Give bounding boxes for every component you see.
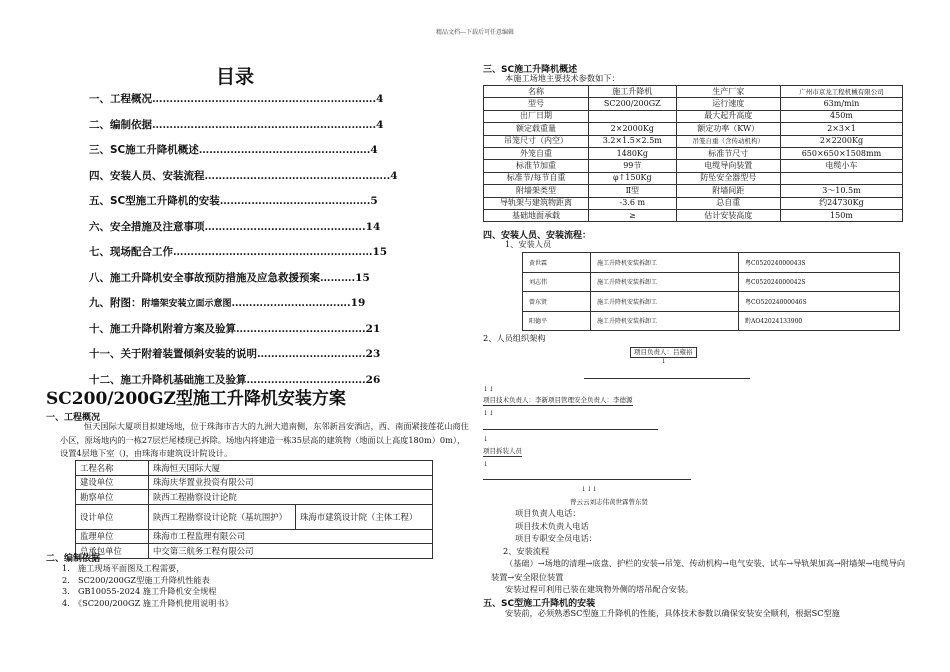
table-cell: 设计单位 bbox=[76, 504, 149, 529]
table-cell bbox=[780, 172, 902, 184]
divider bbox=[483, 429, 658, 430]
toc-item-label: 十、施工升降机附着方案及验算 bbox=[89, 322, 236, 335]
org-subheading: 2、人员组织架构 bbox=[483, 333, 546, 343]
toc-page-number: .23 bbox=[362, 348, 381, 360]
table-cell: 吊笼自重（含传动机构） bbox=[676, 135, 780, 147]
table-cell: 施工升降机安装拆卸工 bbox=[591, 311, 739, 331]
table-cell: 63m/min bbox=[780, 98, 902, 110]
table-cell: 标准节加重 bbox=[484, 160, 589, 172]
table-row bbox=[523, 272, 900, 292]
table-cell: 珠海市工程监理有限公司 bbox=[149, 529, 433, 544]
toc-dots: ………………………………………………… bbox=[173, 246, 373, 258]
reference-list bbox=[62, 563, 233, 609]
table-cell: 中交第三航务工程有限公司 bbox=[149, 544, 433, 559]
toc-dots: ………………………………………… bbox=[198, 144, 367, 156]
table-cell: 约24730Kg bbox=[780, 197, 902, 209]
toc-page-number: ..4 bbox=[383, 169, 398, 182]
arrow-icon: ↓↓ bbox=[483, 385, 494, 393]
toc-dots: ……………………………………… bbox=[204, 220, 362, 233]
table-cell: 粤C052024000042S bbox=[739, 272, 900, 292]
table-cell: 广州市京龙工程机械有限公司 bbox=[780, 86, 902, 98]
toc-page-number: .15 bbox=[351, 271, 370, 284]
table-cell: 额定功率（KW） bbox=[676, 123, 780, 135]
table-cell: 施工升降机安装拆卸工 bbox=[591, 272, 739, 292]
toc-page-number: .4 bbox=[372, 118, 384, 131]
table-cell: 总承包单位 bbox=[76, 544, 149, 559]
toc-item[interactable] bbox=[89, 295, 389, 321]
table-cell bbox=[589, 110, 677, 122]
table-cell: 导轨架与建筑物距离 bbox=[484, 197, 589, 209]
table-cell: 曾东贤 bbox=[523, 292, 591, 312]
section-3-intro: 本施工场地主要技术参数如下： bbox=[505, 73, 620, 83]
arrow-icon: ↓ bbox=[483, 460, 489, 468]
table-row bbox=[523, 311, 900, 331]
table-cell: 电缆导向装置 bbox=[676, 160, 780, 172]
toc-item[interactable] bbox=[89, 91, 389, 117]
table-cell: 出厂日期 bbox=[484, 110, 589, 122]
table-cell: 2×3×1 bbox=[780, 123, 902, 135]
table-cell: 电缆小车 bbox=[780, 160, 902, 172]
table-cell: 珠海市建筑设计院（主体工程） bbox=[296, 504, 433, 529]
phone-technical: 项目技术负责人电话 bbox=[515, 521, 589, 531]
table-cell: 3.2×1.5×2.5m bbox=[589, 135, 677, 147]
toc-item-label: 十一、关于附着装置倾斜安装的说明 bbox=[89, 348, 257, 360]
section-1-paragraph: 恒天国际大厦项目拟建场地，位于珠海市吉大的九洲大道南侧，东邻新昌安酒店，西、南面紧接莲花山商住小区，原场地内的一栋27层烂尾楼现已拆除。场地内将建造一栋35层高的建筑物（地面以上高度180m）0m），设置4层地下室（)，由珠海市建筑设计院设计。 bbox=[60, 421, 469, 458]
table-cell: 名称 bbox=[484, 86, 589, 98]
toc-dots: …………………………… bbox=[246, 373, 362, 386]
toc-page-number: .5 bbox=[366, 195, 378, 207]
table-cell: 99节 bbox=[589, 160, 677, 172]
toc-page-number: .14 bbox=[362, 220, 381, 233]
table-cell: 标准节/每节自重 bbox=[484, 172, 589, 184]
toc-item[interactable] bbox=[89, 321, 389, 347]
divider bbox=[584, 378, 750, 379]
toc-dots: ……………………………………………………… bbox=[152, 93, 373, 105]
toc-item-label: 三、SC施工升降机概述 bbox=[89, 144, 199, 156]
table-cell: 工程名称 bbox=[76, 461, 149, 476]
page-header: 精品文档---下载后可任意编辑 bbox=[435, 29, 515, 36]
org-box-installers: 项目拆装人员 bbox=[483, 447, 522, 455]
table-cell: 吊笼尺寸（内空） bbox=[484, 135, 589, 147]
list-item: 1. 施工现场平面图及工程需要， bbox=[62, 563, 185, 573]
table-cell: 生产厂家 bbox=[676, 86, 780, 98]
phone-manager: 项目负责人电话： bbox=[515, 508, 581, 518]
toc-item-label: 四、安装人员、安装流程 bbox=[89, 169, 205, 182]
section-5-paragraph: 安装前，必须熟悉SC型施工升降机的性能，具体技术参数以确保安装安全顺利，根据SC型施 bbox=[505, 608, 840, 618]
table-cell: 施工升降机安装拆卸工 bbox=[591, 292, 739, 312]
table-of-contents bbox=[89, 91, 398, 397]
toc-item-label: 六、安全措施及注意事项 bbox=[89, 220, 205, 233]
table-cell: 额定载重量 bbox=[484, 123, 589, 135]
table-row bbox=[484, 147, 903, 159]
table-row bbox=[523, 253, 900, 273]
toc-item-sublabel: 附墙架安装立面示意图 bbox=[141, 299, 232, 309]
table-row bbox=[484, 209, 903, 221]
toc-dots: ……………………………………………………… bbox=[152, 118, 373, 131]
table-row bbox=[523, 292, 900, 312]
arrow-icon: ↓↓ bbox=[483, 409, 494, 417]
table-row bbox=[484, 197, 903, 209]
toc-dots: …………………………………… bbox=[219, 195, 367, 207]
toc-item[interactable] bbox=[89, 244, 389, 270]
toc-dots: …………………………………………… bbox=[204, 169, 383, 182]
table-cell: 施工升降机 bbox=[589, 86, 677, 98]
table-cell: 建设单位 bbox=[76, 475, 149, 490]
arrow-icon: ↓ bbox=[661, 357, 667, 365]
divider bbox=[483, 479, 691, 480]
table-cell: -3.6 m bbox=[589, 197, 677, 209]
org-box-technical: 项目技术负责人：李新项目管理安全负责人：李德源 bbox=[483, 396, 633, 404]
toc-page-number: .19 bbox=[347, 297, 366, 309]
phone-safety: 项目专职安全员电话： bbox=[515, 533, 597, 543]
table-cell: 150m bbox=[780, 209, 902, 221]
installers-subheading: 1、安装人员 bbox=[505, 239, 552, 249]
table-row bbox=[484, 135, 903, 147]
table-row bbox=[484, 160, 903, 172]
org-box-manager: 项目负责人：吕雍裕 bbox=[630, 347, 697, 358]
table-cell: 施工升降机安装拆卸工 bbox=[591, 253, 739, 273]
table-cell: 陕西工程勘察设计论院（基坑围护） bbox=[149, 504, 296, 529]
table-cell: 2×2200Kg bbox=[780, 135, 902, 147]
table-cell: 3～10.5m bbox=[780, 185, 902, 197]
table-cell: SC200/200GZ bbox=[589, 98, 677, 110]
toc-page-number: .21 bbox=[362, 322, 381, 335]
table-cell: 基础地面承载 bbox=[484, 209, 589, 221]
table-cell: 监理单位 bbox=[76, 529, 149, 544]
toc-page-number: .4 bbox=[366, 144, 378, 156]
toc-item[interactable] bbox=[89, 219, 389, 245]
table-cell: 1480Kg bbox=[589, 147, 677, 159]
table-cell: 刘志伟 bbox=[523, 272, 591, 292]
installer-names: 曾云云刘志伟黄世霖曾东贤 bbox=[570, 498, 648, 506]
table-cell: φ↑150Kg bbox=[589, 172, 677, 184]
section-5-heading: 五、SC型施工升降机的安装 bbox=[483, 599, 596, 609]
flow-subheading: 2、安装流程 bbox=[503, 546, 550, 556]
table-row bbox=[484, 98, 903, 110]
table-cell: 陕西工程勘察设计论院 bbox=[149, 490, 433, 505]
arrow-icon: ↓↓↓ bbox=[581, 485, 598, 493]
table-cell: 防坠安全器型号 bbox=[676, 172, 780, 184]
table-cell: 粤CO52024000046S bbox=[739, 292, 900, 312]
toc-item[interactable] bbox=[89, 168, 398, 194]
spec-table bbox=[483, 85, 903, 222]
toc-page-number: 15 bbox=[372, 246, 388, 258]
table-cell: 运行速度 bbox=[676, 98, 780, 110]
table-cell: 总自重 bbox=[676, 197, 780, 209]
section-1-heading: 一、工程概况 bbox=[46, 413, 101, 423]
toc-page-number: .4 bbox=[372, 93, 384, 105]
table-cell: 珠海庆华置业投资有限公司 bbox=[149, 475, 433, 490]
table-cell: 最大起升高度 bbox=[676, 110, 780, 122]
table-cell: 标准节尺寸 bbox=[676, 147, 780, 159]
install-flow: （基础）→场地的清理→底盘、护栏的安装→吊笼、传动机构→电气安装、试车→导轨架加高→附墙架→电缆导向装置→安全限位装置 bbox=[491, 558, 906, 582]
section-3-heading: 三、SC施工升降机概述 bbox=[483, 65, 578, 75]
toc-item[interactable] bbox=[89, 117, 389, 143]
toc-page-number: .26 bbox=[362, 373, 381, 386]
list-item: 4. 《SC200/200GZ 施工升降机使用说明书》 bbox=[62, 597, 233, 608]
toc-item-label: 二、编制依据 bbox=[89, 118, 152, 131]
table-cell: 附墙间距 bbox=[676, 185, 780, 197]
toc-item-label: 八、施工升降机安全事故预防措施及应急救援预案 bbox=[89, 271, 320, 284]
section-4-heading: 四、安装人员、安装流程： bbox=[483, 231, 592, 241]
toc-dots: ……… bbox=[320, 271, 352, 284]
install-flow-note: 安装过程可利用已装在建筑物外侧的塔吊配合安装。 bbox=[505, 584, 694, 594]
table-row bbox=[484, 172, 903, 184]
list-item: 2. SC200/200GZ型施工升降机性能表 bbox=[62, 574, 210, 585]
table-cell: 2×2000Kg bbox=[589, 123, 677, 135]
toc-dots: …………………………… bbox=[231, 297, 348, 309]
table-cell: ≥ bbox=[589, 209, 677, 221]
table-cell: 黔AO42024133900 bbox=[739, 311, 900, 331]
table-cell: 粤C052024000043S bbox=[739, 253, 900, 273]
toc-dots: ………………………… bbox=[257, 348, 362, 360]
document-title: SC200/200GZ型施工升降机安装方案 bbox=[46, 389, 346, 409]
table-row bbox=[484, 123, 903, 135]
table-cell: Ⅱ型 bbox=[589, 185, 677, 197]
toc-item-label: 九、附图： bbox=[89, 297, 142, 309]
table-cell: 珠海恒天国际大厦 bbox=[149, 461, 433, 476]
installers-table bbox=[522, 252, 900, 331]
list-item: 3. GB10055-2024 施工升降机安全规程 bbox=[62, 586, 217, 596]
toc-item-label: 七、现场配合工作 bbox=[89, 246, 173, 258]
toc-item-label: 一、工程概况 bbox=[89, 93, 152, 105]
toc-item[interactable] bbox=[89, 142, 389, 168]
project-info-table bbox=[75, 460, 433, 559]
table-cell: 黄世霖 bbox=[523, 253, 591, 273]
section-2-heading: 二、编制依据 bbox=[46, 554, 101, 564]
table-cell: 外笼自重 bbox=[484, 147, 589, 159]
toc-item[interactable] bbox=[89, 270, 389, 296]
table-cell: 阳德平 bbox=[523, 311, 591, 331]
toc-item[interactable] bbox=[89, 346, 389, 372]
table-cell: 估计安装高度 bbox=[676, 209, 780, 221]
toc-item[interactable] bbox=[89, 193, 389, 219]
table-cell: 450m bbox=[780, 110, 902, 122]
table-row bbox=[484, 86, 903, 98]
toc-item-label: 五、SC型施工升降机的安装 bbox=[89, 195, 220, 207]
toc-item-label: 十二、施工升降机基础施工及验算 bbox=[89, 373, 247, 386]
table-cell: 勘察单位 bbox=[76, 490, 149, 505]
table-cell: 650×650×1508mm bbox=[780, 147, 902, 159]
table-row bbox=[484, 110, 903, 122]
table-row bbox=[484, 185, 903, 197]
arrow-icon: ↓ bbox=[483, 435, 489, 443]
table-cell: 型号 bbox=[484, 98, 589, 110]
toc-dots: ……………………………… bbox=[236, 322, 362, 335]
table-cell: 附墙架类型 bbox=[484, 185, 589, 197]
toc-title: 目录 bbox=[216, 66, 255, 88]
